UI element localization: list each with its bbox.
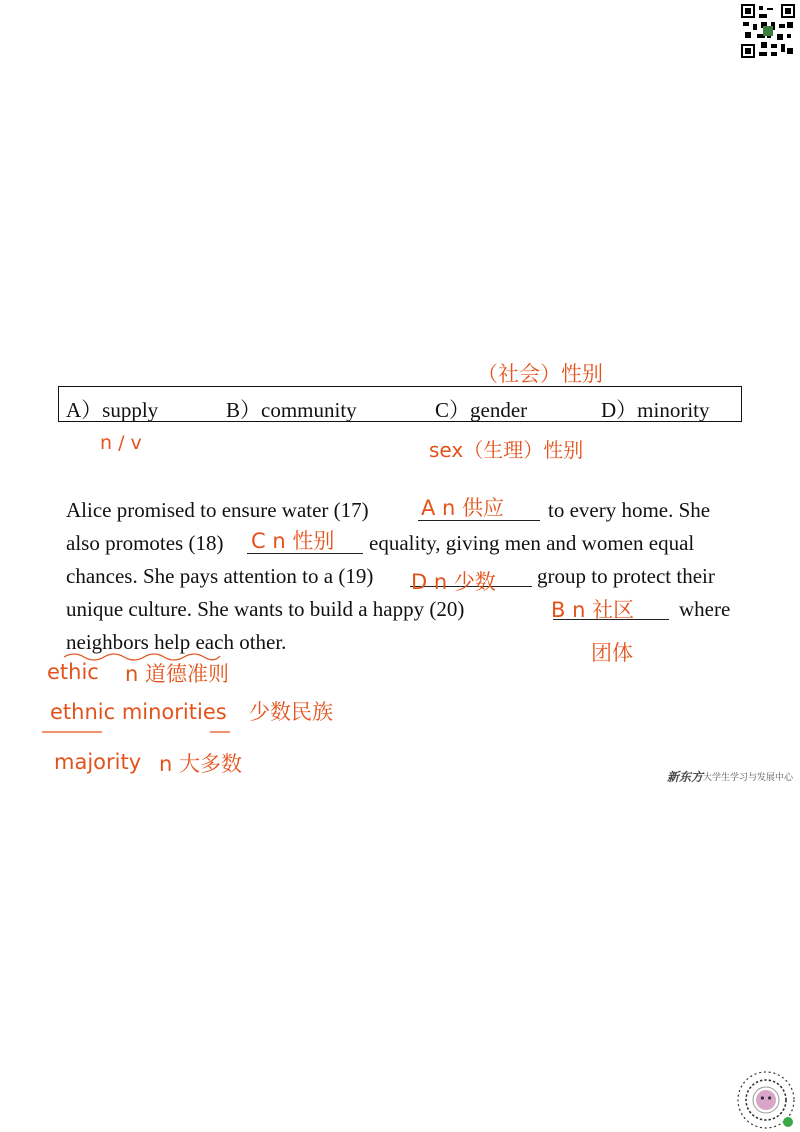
answer-19: D n 少数 — [411, 570, 496, 594]
qr-code-icon — [736, 1070, 796, 1130]
passage-line-5: neighbors help each other. — [66, 630, 287, 654]
passage-line-1b: to every home. She — [548, 498, 711, 522]
passage-line-4b: where — [679, 597, 731, 621]
annotation-sex-bio: sex（生理）性别 — [429, 438, 584, 462]
passage-line-2b: equality, giving men and women equal — [369, 531, 695, 555]
option-b: B）community — [226, 398, 357, 422]
brand-logo: 新东方 — [667, 770, 704, 784]
vocab-ethic: ethic — [47, 660, 99, 684]
vocab-ethnic-minorities: ethnic minorities — [50, 700, 227, 724]
passage-line-3b: group to protect their — [537, 564, 715, 588]
annotation-gender-social: （社会）性别 — [477, 362, 603, 386]
annotation-supply-pos: n / v — [100, 432, 142, 454]
answer-20: B n 社区 — [551, 598, 635, 622]
vocab-underline — [40, 729, 230, 735]
vocab-majority: majority — [54, 750, 142, 774]
answer-18: C n 性别 — [251, 529, 335, 553]
passage-line-1a: Alice promised to ensure water (17) — [66, 498, 369, 522]
passage-line-2a: also promotes (18) — [66, 531, 224, 555]
answer-20-extra: 团体 — [591, 641, 633, 665]
qr-code-icon — [741, 4, 795, 58]
vocab-ethnic-minorities-meaning: 少数民族 — [249, 700, 333, 724]
option-d: D）minority — [601, 398, 710, 422]
vocab-majority-meaning: n 大多数 — [159, 752, 242, 776]
option-c: C）gender — [435, 398, 528, 422]
brand-text: 大学生学习与发展中心 — [703, 773, 794, 783]
answer-17: A n 供应 — [421, 496, 505, 520]
vocab-ethic-meaning: n 道德准则 — [125, 662, 229, 686]
passage-line-3a: chances. She pays attention to a (19) — [66, 564, 374, 588]
option-a: A）supply — [66, 398, 159, 422]
passage-line-4a: unique culture. She wants to build a happy (20) — [66, 597, 465, 621]
